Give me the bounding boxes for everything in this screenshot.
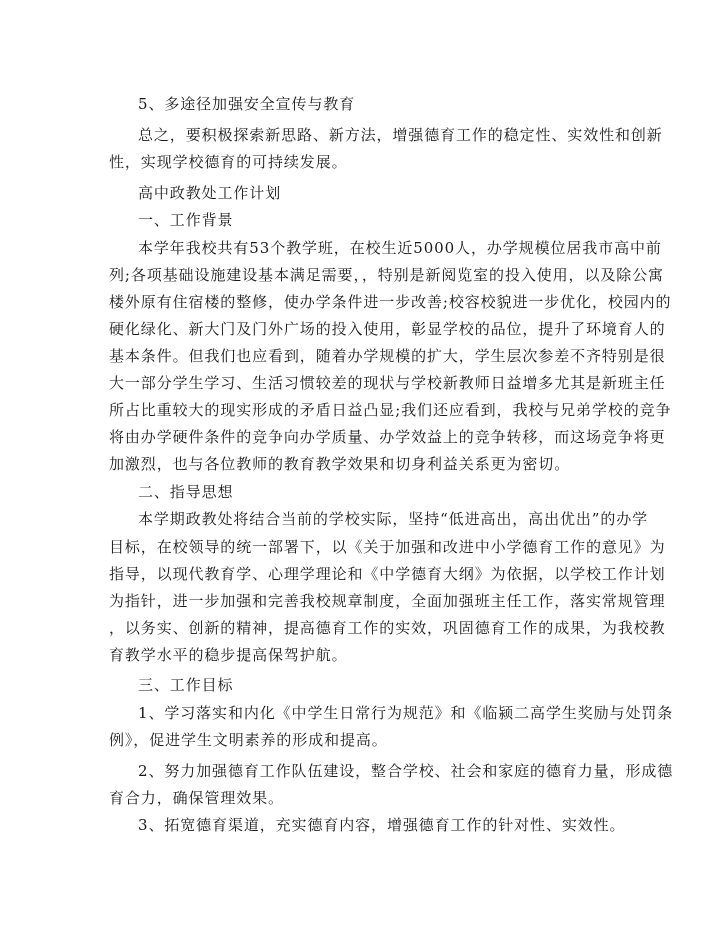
paragraph-line: 目标，在校领导的统一部署下，以《关于加强和改进中小学德育工作的意见》为 [109,538,666,556]
paragraph-line: 本学期政教处将结合当前的学校实际，坚持“低进高出，高出优出”的办学 [138,510,649,528]
paragraph-line: 加激烈，也与各位教师的教育教学效果和切身利益关系更为密切。 [109,455,571,473]
heading-work-goals: 三、工作目标 [138,676,234,694]
paragraph-line: ，以务实、创新的精神，提高德育工作的实效，巩固德育工作的成果，为我校教 [109,619,666,637]
paragraph-line: 总之，要积极探索新思路、新方法，增强德育工作的稳定性、实效性和创新 [138,126,663,144]
paragraph-line: 本学年我校共有53个教学班，在校生近5000人，办学规模位居我市高中前 [138,239,662,257]
paragraph-line: 为指针，进一步加强和完善我校规章制度，全面加强班主任工作，落实常规管理 [109,592,666,610]
paragraph-line: 楼外原有住宿楼的整修，使办学条件进一步改善;校容校貌进一步优化，校园内的 [109,293,672,311]
paragraph-line: 育教学水平的稳步提高保驾护航。 [109,646,348,664]
paragraph-line: 指导，以现代教育学、心理学理论和《中学德育大纲》为依据，以学校工作计划 [109,565,666,583]
paragraph-line: 将由办学硬件条件的竞争向办学质量、办学效益上的竞争转移，而这场竞争将更 [109,428,666,446]
paragraph-line: 列;各项基础设施建设基本满足需要，，特别是新阅览室的投入使用，以及除公寓 [109,266,664,284]
goal-item-2-continued: 育合力，确保管理效果。 [109,789,284,807]
heading-background: 一、工作背景 [138,211,234,229]
paragraph-line: 大一部分学生学习、生活习惯较差的现状与学校新教师日益增多尤其是新班主任 [109,374,666,392]
section-title: 高中政教处工作计划 [138,184,282,202]
paragraph-line: 硬化绿化、新大门及门外广场的投入使用，彰显学校的品位，提升了环境育人的 [109,320,666,338]
goal-item-3: 3、拓宽德育渠道，充实德育内容，增强德育工作的针对性、实效性。 [138,816,626,834]
goal-item-1-continued: 例》，促进学生文明素养的形成和提高。 [109,731,388,749]
paragraph-line: 所占比重较大的现实形成的矛盾日益凸显;我们还应看到，我校与兄弟学校的竞争 [109,401,672,419]
paragraph-line: 性，实现学校德育的可持续发展。 [109,153,348,171]
goal-item-1: 1、学习落实和内化《中学生日常行为规范》和《临颍二高学生奖励与处罚条 [138,704,674,722]
goal-item-2: 2、努力加强德育工作队伍建设，整合学校、社会和家庭的德育力量，形成德 [138,762,674,780]
heading-guiding-ideology: 二、指导思想 [138,483,234,501]
paragraph-line: 基本条件。但我们也应看到，随着办学规模的扩大，学生层次参差不齐特别是很 [109,347,666,365]
heading-safety-education: 5、多途径加强安全宣传与教育 [138,95,356,113]
